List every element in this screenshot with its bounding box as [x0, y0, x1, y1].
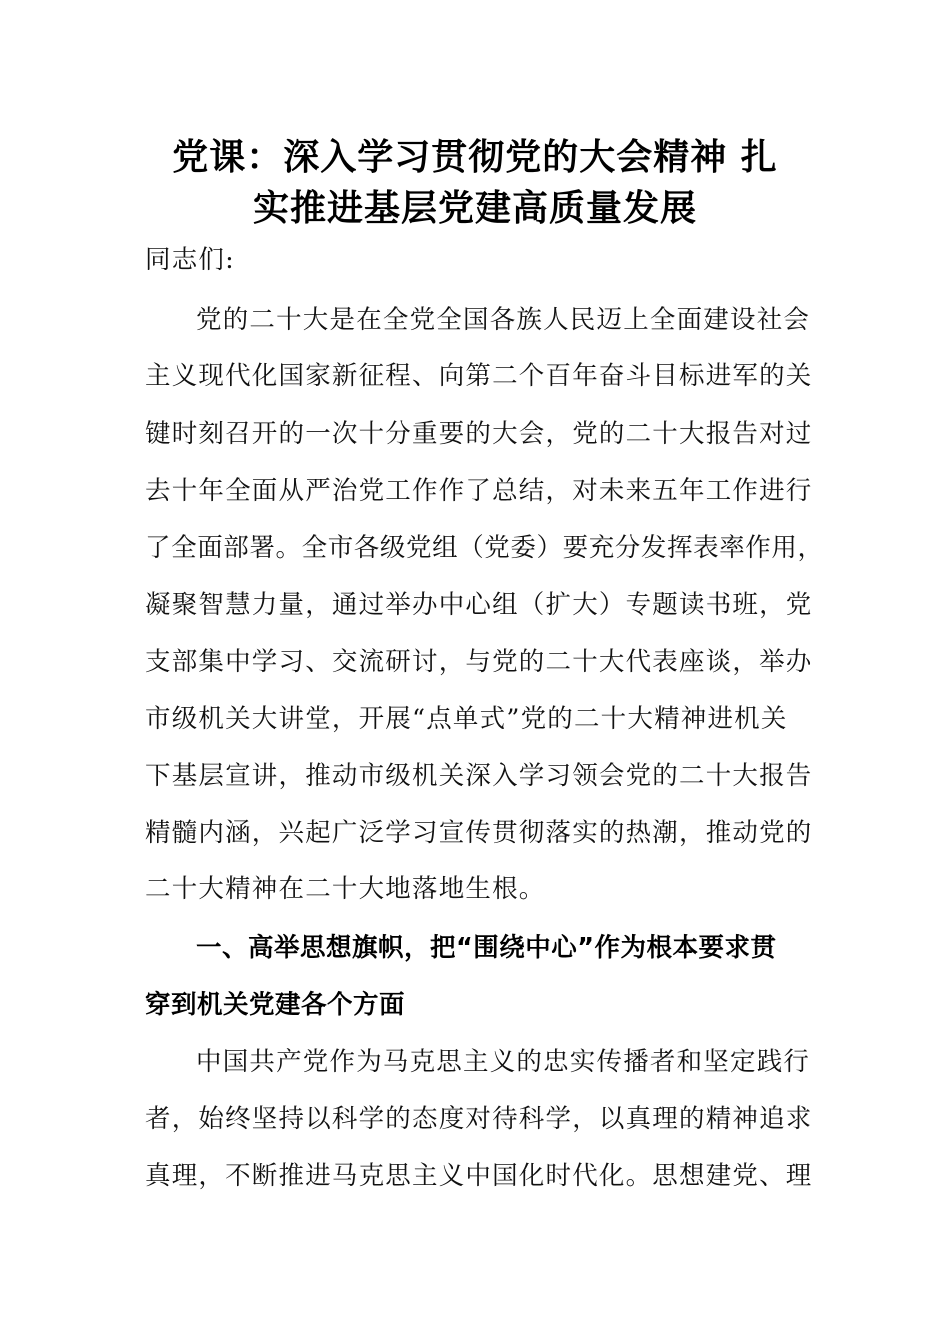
paragraph-1-line: 了全面部署。全市各级党组（党委）要充分发挥表率作用， — [145, 533, 824, 563]
paragraph-1-line: 支部集中学习、交流研讨，与党的二十大代表座谈，举办 — [145, 647, 813, 677]
paragraph-1-line: 主义现代化国家新征程、向第二个百年奋斗目标进军的关 — [145, 361, 813, 391]
document-title-line-1: 党课：深入学习贯彻党的大会精神 扎 — [172, 137, 778, 178]
paragraph-1-line: 键时刻召开的一次十分重要的大会，党的二十大报告对过 — [145, 419, 813, 449]
section-heading-line: 一、高举思想旗帜，把“围绕中心”作为根本要求贯 — [196, 933, 777, 963]
paragraph-1-line: 党的二十大是在全党全国各族人民迈上全面建设社会 — [196, 305, 811, 335]
paragraph-1-line: 二十大精神在二十大地落地生根。 — [145, 874, 546, 904]
document-title-line-2: 实推进基层党建高质量发展 — [252, 188, 697, 229]
section-heading-line: 穿到机关党建各个方面 — [145, 990, 406, 1020]
paragraph-1-line: 下基层宣讲，推动市级机关深入学习领会党的二十大报告 — [145, 761, 813, 791]
salutation: 同志们: — [145, 245, 235, 275]
paragraph-2-line: 者，始终坚持以科学的态度对待科学，以真理的精神追求 — [145, 1104, 813, 1134]
paragraph-1-line: 市级机关大讲堂，开展“点单式”党的二十大精神进机关 — [145, 704, 788, 734]
paragraph-1-line: 精髓内涵，兴起广泛学习宣传贯彻落实的热潮，推动党的 — [145, 818, 813, 848]
paragraph-1-line: 凝聚智慧力量，通过举办中心组（扩大）专题读书班，党 — [145, 590, 813, 620]
paragraph-1-line: 去十年全面从严治党工作作了总结，对未来五年工作进行 — [145, 476, 813, 506]
paragraph-2-line: 真理，不断推进马克思主义中国化时代化。思想建党、理 — [145, 1161, 813, 1191]
paragraph-2-line: 中国共产党作为马克思主义的忠实传播者和坚定践行 — [196, 1047, 811, 1077]
